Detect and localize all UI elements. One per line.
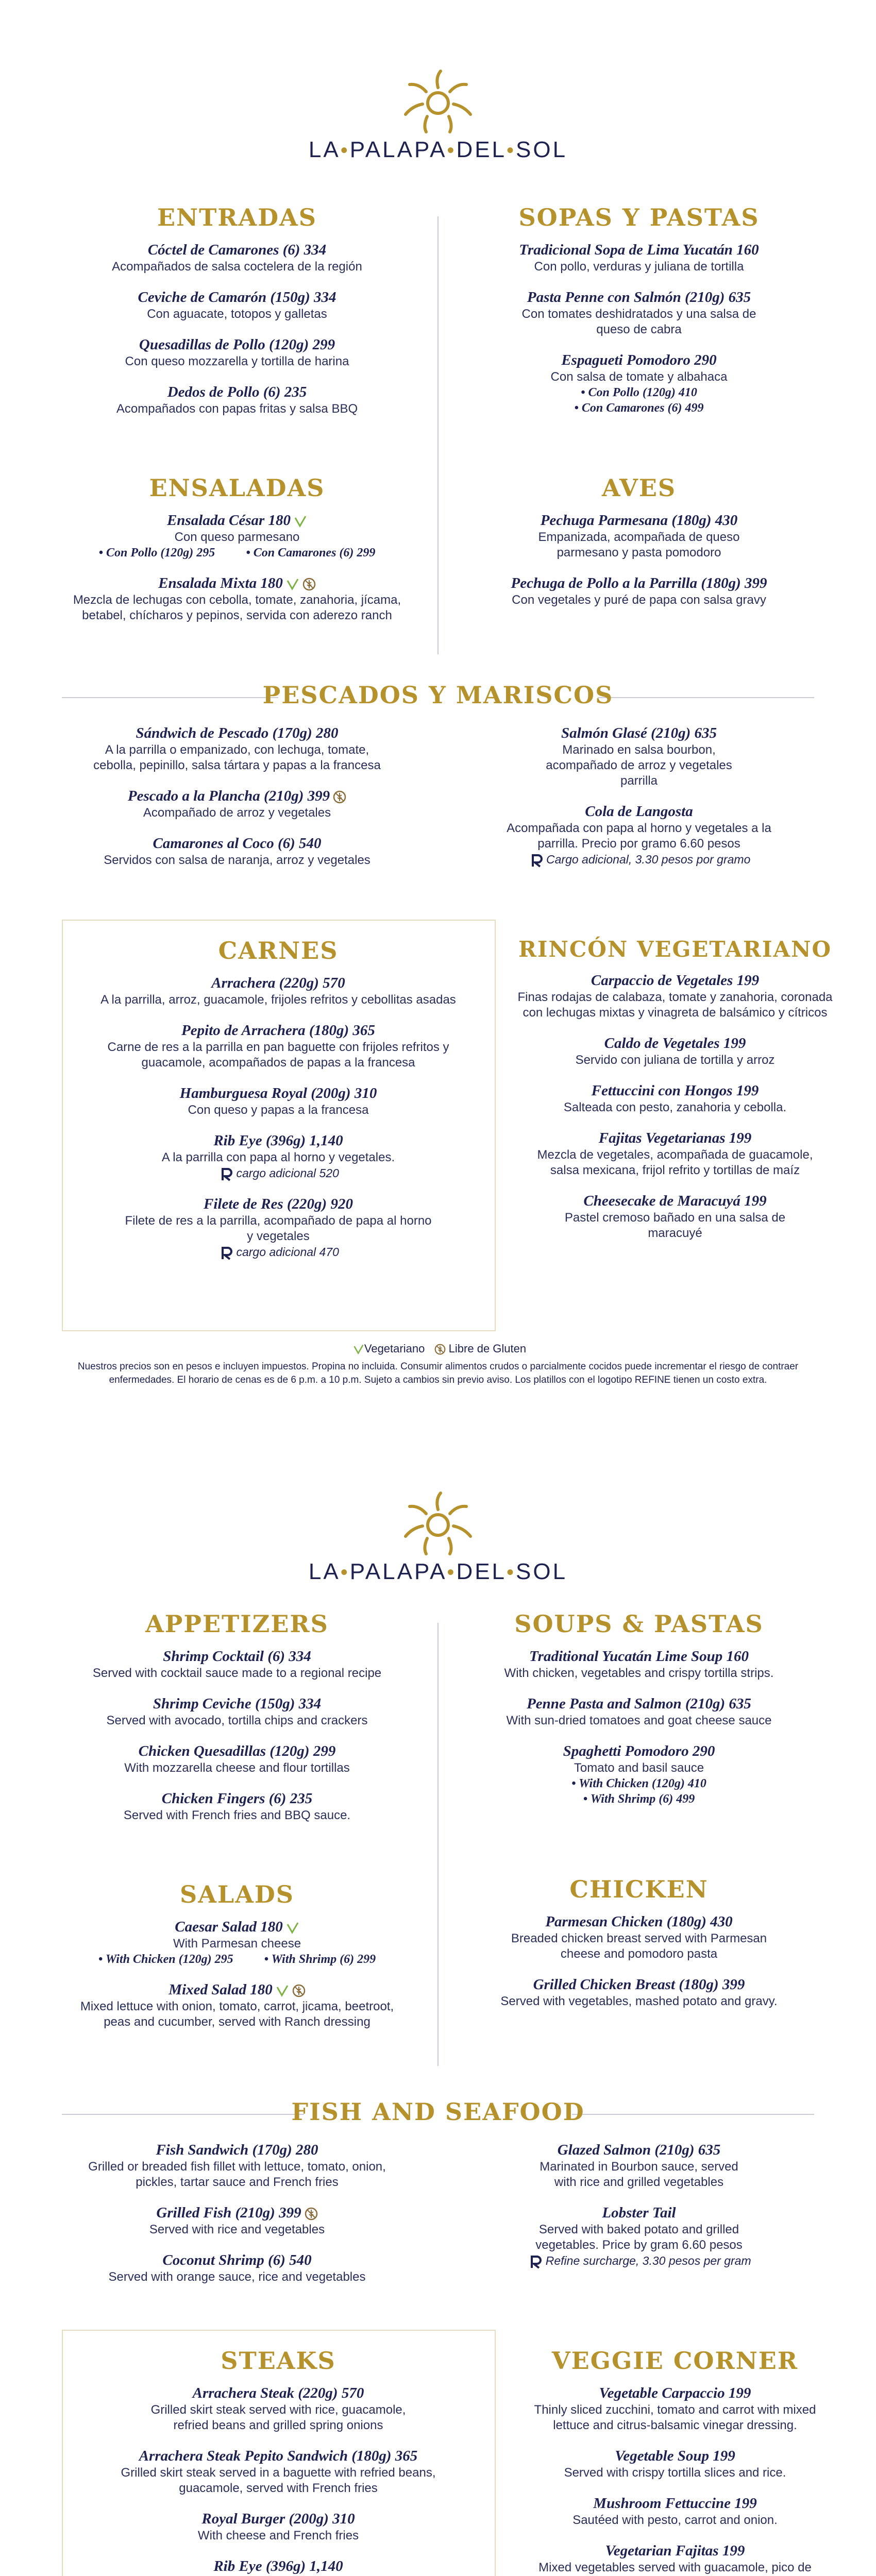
option-chicken: • Con Pollo (120g) 295 bbox=[98, 546, 215, 560]
menu-item: Parmesan Chicken (180g) 430 Breaded chicken breast served with Parmesan cheese and pomodoro pasta bbox=[511, 1913, 767, 1961]
menu-item: Salmón Glasé (210g) 635 Marinado en salsa bourbon, acompañado de arroz y vegetales parrilla bbox=[546, 725, 732, 788]
section-salads bbox=[57, 1880, 417, 2043]
menu-item: Tradicional Sopa de Lima Yucatán 160 Con pollo, verduras y juliana de tortilla bbox=[519, 242, 759, 274]
menu-item: Coconut Shrimp (6) 540 Served with orange sauce, rice and vegetables bbox=[108, 2252, 366, 2284]
menu-item: Arrachera (220g) 570 A la parrilla, arroz, guacamole, frijoles refritos y cebollitas asadas bbox=[100, 975, 456, 1007]
menu-item: Rib Eye (396g) 1,140 bbox=[213, 2558, 343, 2574]
vegetarian-icon bbox=[286, 1921, 299, 1935]
menu-item: Filete de Res (220g) 920 Filete de res a la parrilla, acompañado de papa al horno y vegetales cargo adicional 470 bbox=[72, 1195, 484, 1260]
menu-item: Camarones al Coco (6) 540 Servidos con salsa de naranja, arroz y vegetales bbox=[104, 835, 370, 867]
section-vegetariano bbox=[510, 937, 840, 1255]
section-soups bbox=[459, 1610, 819, 1820]
section-pescados-left bbox=[57, 724, 417, 882]
refine-logo-icon bbox=[530, 2255, 542, 2269]
section-title: APPETIZERS bbox=[145, 1610, 329, 1638]
divider-left bbox=[62, 2114, 304, 2115]
menu-item: Lobster Tail Served with baked potato and grilled vegetables. Price by gram 6.60 pesos Refine surcharge, 3.30 pesos per gram bbox=[459, 2204, 819, 2269]
section-ensaladas bbox=[57, 474, 417, 637]
section-title: ENTRADAS bbox=[157, 204, 317, 231]
logo bbox=[0, 67, 876, 163]
refine-logo-icon bbox=[531, 853, 543, 868]
option-chicken: • With Chicken (120g) 410 bbox=[571, 1777, 706, 1790]
menu-item: Fettuccini con Hongos 199 Salteada con pesto, zanahoria y cebolla. bbox=[563, 1082, 787, 1114]
menu-item: Arrachera Steak (220g) 570 Grilled skirt steak served with rice, guacamole, refried beans and grilled spring onions bbox=[150, 2385, 406, 2432]
column-divider bbox=[437, 1623, 439, 2066]
menu-item: Pechuga de Pollo a la Parrilla (180g) 399 Con vegetales y puré de papa con salsa gravy bbox=[511, 575, 767, 607]
section-veggie bbox=[510, 2347, 840, 2576]
menu-item: Pasta Penne con Salmón (210g) 635 Con tomates deshidratados y una salsa de queso de cabra bbox=[521, 289, 756, 336]
menu-item: Ensalada César 180 Con queso parmesano • Con Pollo (120g) 295 • Con Camarones (6) 299 bbox=[98, 512, 376, 560]
menu-item: Vegetarian Fajitas 199 Mixed vegetables served with guacamole, pico de bbox=[538, 2543, 812, 2574]
option-chicken: • With Chicken (120g) 295 bbox=[98, 1953, 233, 1966]
menu-item: Caldo de Vegetales 199 Servido con juliana de tortilla y arroz bbox=[575, 1035, 775, 1067]
option-shrimp: • Con Camarones (6) 299 bbox=[246, 546, 376, 560]
section-carnes bbox=[72, 937, 484, 1274]
section-title: STEAKS bbox=[221, 2347, 336, 2375]
option-chicken: • Con Pollo (120g) 410 bbox=[581, 386, 697, 399]
menu-item: Arrachera Steak Pepito Sandwich (180g) 365 Grilled skirt steak served in a baguette with refried beans, guacamole, served with French fries bbox=[121, 2448, 436, 2495]
menu-item: Penne Pasta and Salmon (210g) 635 With sun-dried tomatoes and goat cheese sauce bbox=[506, 1696, 772, 1727]
menu-item: Carpaccio de Vegetales 199 Finas rodajas de calabaza, tomate y zanahoria, coronada con lechugas mixtas y vinagreta de balsámico y cítricos bbox=[517, 972, 833, 1020]
column-divider bbox=[437, 216, 439, 654]
sun-logo-icon bbox=[399, 67, 477, 134]
menu-item: Mushroom Fettuccine 199 Sautéed with pesto, carrot and onion. bbox=[572, 2495, 778, 2527]
section-title: VEGGIE CORNER bbox=[551, 2347, 799, 2375]
gluten-free-icon bbox=[305, 2207, 318, 2221]
section-steaks bbox=[72, 2347, 484, 2576]
menu-item: Traditional Yucatán Lime Soup 160 With chicken, vegetables and crispy tortilla strips. bbox=[504, 1648, 774, 1680]
divider-right bbox=[598, 697, 814, 698]
menu-item: Shrimp Cocktail (6) 334 Served with cocktail sauce made to a regional recipe bbox=[92, 1648, 382, 1680]
menu-item: Mixed Salad 180 Mixed lettuce with onion, tomato, carrot, jicama, beetroot, peas and cucumber, served with Ranch dressing bbox=[80, 1981, 394, 2029]
section-title: ENSALADAS bbox=[149, 474, 325, 502]
section-title: CARNES bbox=[218, 937, 339, 964]
brand-name: LA•PALAPA•DEL•SOL bbox=[308, 1559, 568, 1584]
section-sopas bbox=[459, 204, 819, 429]
divider-left bbox=[62, 697, 278, 698]
legend: Vegetariano Libre de Gluten bbox=[0, 1342, 876, 1355]
menu-item: Grilled Fish (210g) 399 Served with rice and vegetables bbox=[149, 2205, 325, 2236]
menu-item: Royal Burger (200g) 310 With cheese and French fries bbox=[197, 2511, 359, 2543]
vegetarian-icon bbox=[294, 515, 307, 528]
menu-item: Cóctel de Camarones (6) 334 Acompañados de salsa coctelera de la región bbox=[112, 242, 362, 274]
section-aves bbox=[459, 474, 819, 621]
menu-item: Dedos de Pollo (6) 235 Acompañados con papas fritas y salsa BBQ bbox=[116, 384, 358, 416]
sun-logo-icon bbox=[399, 1489, 477, 1556]
menu-item: Spaghetti Pomodoro 290 Tomato and basil sauce • With Chicken (120g) 410 • With Shrimp (6) 499 bbox=[459, 1742, 819, 1807]
section-title: SALADS bbox=[179, 1880, 295, 1908]
logo bbox=[0, 1489, 876, 1585]
menu-item: Chicken Quesadillas (120g) 299 With mozzarella cheese and flour tortillas bbox=[124, 1743, 350, 1775]
menu-item: Cola de Langosta Acompañada con papa al horno y vegetales a la parrilla. Precio por gramo 6.60 pesos Cargo adicional, 3.30 pesos por gramo bbox=[459, 802, 819, 868]
section-pescados-right bbox=[459, 724, 819, 881]
menu-item: Pescado a la Plancha (210g) 399 Acompañado de arroz y vegetales bbox=[57, 787, 417, 821]
gluten-free-icon bbox=[333, 790, 346, 804]
section-title: SOPAS Y PASTAS bbox=[518, 204, 760, 231]
footer-note: Nuestros precios son en pesos e incluyen impuestos. Propina no incluida. Consumir alimentos crudos o parcialmente cocidos puede incrementar el riesgo de contraer enfermedades. El horario de cenas es de 6 p.m. a 10 p.m. Sujeto a cambios sin previo aviso. Los platillos con el logotipo REFINE tienen un costo extra. bbox=[77, 1361, 799, 1385]
vegetarian-icon bbox=[286, 578, 299, 591]
menu-item: Chicken Fingers (6) 235 Served with French fries and BBQ sauce. bbox=[123, 1790, 351, 1822]
vegetarian-icon bbox=[276, 1984, 289, 1997]
menu-page-english bbox=[0, 1422, 876, 2576]
menu-item: Quesadillas de Pollo (120g) 299 Con queso mozzarella y tortilla de harina bbox=[125, 336, 349, 368]
menu-item: Caesar Salad 180 With Parmesan cheese • With Chicken (120g) 295 • With Shrimp (6) 299 bbox=[98, 1919, 376, 1966]
option-shrimp: • With Shrimp (6) 499 bbox=[583, 1792, 695, 1806]
menu-item: Rib Eye (396g) 1,140 A la parrilla con papa al horno y vegetales. cargo adicional 520 bbox=[72, 1131, 484, 1181]
section-title-fish: FISH AND SEAFOOD bbox=[291, 2098, 585, 2126]
menu-item: Vegetable Carpaccio 199 Thinly sliced zucchini, tomato and carrot with mixed lettuce and citrus-balsamic vinegar dressing. bbox=[534, 2385, 816, 2432]
menu-item: Fajitas Vegetarianas 199 Mezcla de vegetales, acompañada de guacamole, salsa mexicana, frijol refrito y tortillas de maíz bbox=[537, 1130, 813, 1177]
menu-item: Glazed Salmon (210g) 635 Marinated in Bourbon sauce, served with rice and grilled vegetables bbox=[540, 2142, 738, 2189]
option-shrimp: • Con Camarones (6) 499 bbox=[574, 401, 704, 415]
section-entradas bbox=[57, 204, 417, 430]
option-shrimp: • With Shrimp (6) 299 bbox=[264, 1953, 376, 1966]
menu-item: Vegetable Soup 199 Served with crispy tortilla slices and rice. bbox=[564, 2448, 786, 2480]
refine-logo-icon bbox=[221, 1246, 233, 1260]
vegetarian-icon bbox=[353, 1344, 364, 1355]
section-title-pescados: PESCADOS Y MARISCOS bbox=[262, 681, 614, 709]
gluten-free-icon bbox=[302, 578, 316, 591]
menu-item: Cheesecake de Maracuyá 199 Pastel cremoso bañado en una salsa de maracuyé bbox=[564, 1193, 786, 1240]
refine-logo-icon bbox=[221, 1167, 233, 1181]
menu-item: Grilled Chicken Breast (180g) 399 Served with vegetables, mashed potato and gravy. bbox=[500, 1976, 778, 2008]
section-fish-right bbox=[459, 2141, 819, 2282]
section-chicken bbox=[459, 1875, 819, 2023]
section-appetizers bbox=[57, 1610, 417, 1837]
section-title: SOUPS & PASTAS bbox=[514, 1610, 764, 1638]
menu-item: Hamburguesa Royal (200g) 310 Con queso y papas a la francesa bbox=[179, 1085, 377, 1117]
brand-name: LA•PALAPA•DEL•SOL bbox=[308, 137, 568, 162]
menu-item: Pepito de Arrachera (180g) 365 Carne de res a la parrilla en pan baguette con frijoles refritos y guacamole, acompañados de papas a la francesa bbox=[107, 1022, 449, 1070]
section-fish-left bbox=[57, 2141, 417, 2298]
section-title: RINCÓN VEGETARIANO bbox=[518, 937, 832, 962]
menu-item: Shrimp Ceviche (150g) 334 Served with avocado, tortilla chips and crackers bbox=[106, 1696, 368, 1727]
divider-right bbox=[572, 2114, 814, 2115]
menu-item: Fish Sandwich (170g) 280 Grilled or breaded fish fillet with lettuce, tomato, onion, pickles, tartar sauce and French fries bbox=[88, 2142, 386, 2189]
menu-item: Sándwich de Pescado (170g) 280 A la parrilla o empanizado, con lechuga, tomate, cebolla, pepinillo, salsa tártara y papas a la francesa bbox=[93, 725, 381, 772]
menu-item: Ensalada Mixta 180 Mezcla de lechugas con cebolla, tomate, zanahoria, jícama, betabel, chícharos y pepinos, servida con aderezo ranch bbox=[73, 575, 401, 622]
menu-item: Ceviche de Camarón (150g) 334 Con aguacate, totopos y galletas bbox=[138, 289, 336, 321]
gluten-free-icon bbox=[292, 1984, 306, 1997]
menu-item: Pechuga Parmesana (180g) 430 Empanizada, acompañada de queso parmesano y pasta pomodoro bbox=[538, 512, 740, 560]
section-title: CHICKEN bbox=[569, 1875, 709, 1903]
section-title: AVES bbox=[601, 474, 677, 502]
menu-item: Espagueti Pomodoro 290 Con salsa de tomate y albahaca • Con Pollo (120g) 410 • Con Camarones (6) 499 bbox=[459, 351, 819, 416]
gluten-free-icon bbox=[434, 1344, 446, 1355]
